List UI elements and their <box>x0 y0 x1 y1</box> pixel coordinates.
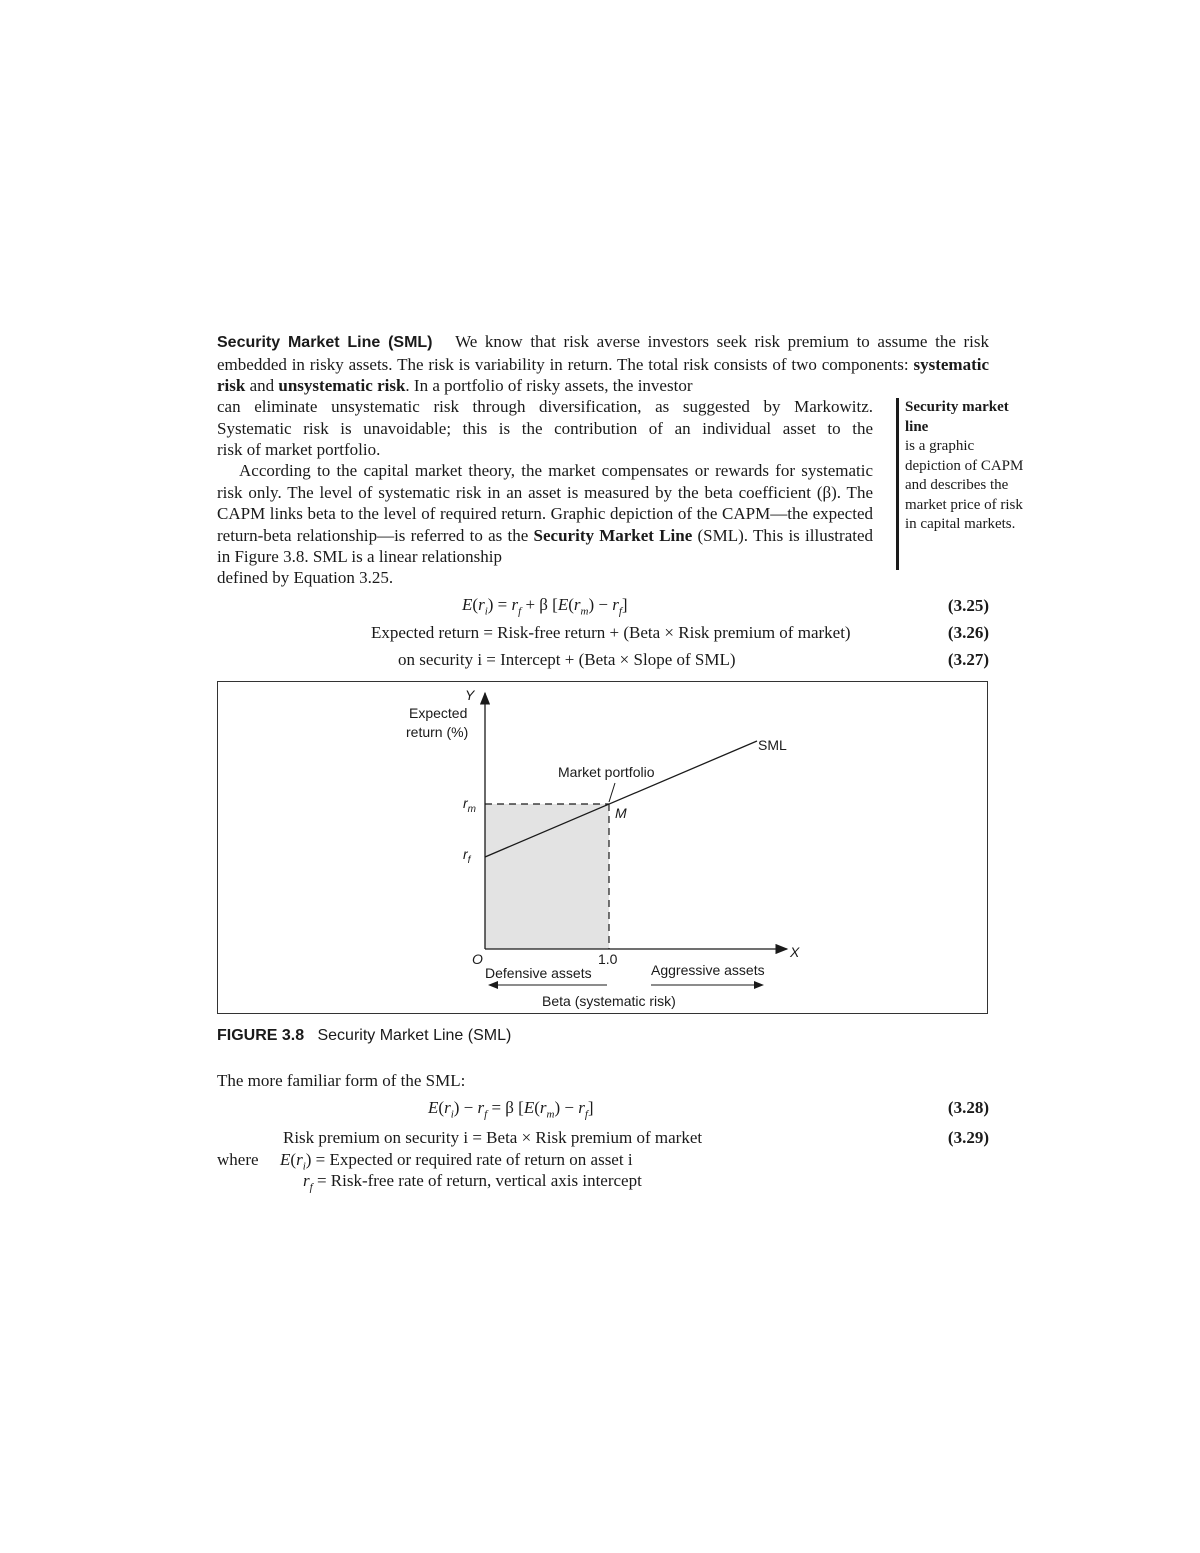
equation-3-27: on security i = Intercept + (Beta × Slope of SML) <box>398 650 736 669</box>
sml-diagram <box>217 681 988 1014</box>
eq-number-3-25: (3.25) <box>947 596 989 615</box>
equation-3-28: $E(r_i) - r_f = \beta$ $[E(r_m) - r_f]$ <box>428 1098 594 1121</box>
eq-number-3-26: (3.26) <box>947 623 989 642</box>
margin-note <box>896 398 1033 570</box>
p1-and: and <box>245 376 279 395</box>
p1-line4: can eliminate unsystematic risk through diversification, as suggested by Markowitz. <box>217 397 873 416</box>
defensive-assets-label: Defensive assets <box>485 965 592 981</box>
paragraph-1-cont <box>217 396 873 461</box>
where-label: where <box>217 1150 259 1169</box>
paragraph-2 <box>217 460 873 568</box>
term-systematic-risk: systematic risk <box>217 354 989 395</box>
margin-term: Security market line <box>905 399 1009 435</box>
origin-label: O <box>472 951 483 967</box>
term-sml: Security Market Line <box>533 525 693 545</box>
rf-label: $r_f$ <box>463 846 471 866</box>
y-axis-label-line2: return (%) <box>406 724 469 740</box>
sml-line <box>485 741 757 857</box>
market-portfolio-pointer <box>609 783 615 802</box>
section-heading: Security Market Line (SML) <box>217 334 433 351</box>
paragraph-1 <box>217 331 989 397</box>
margin-definition: is a graphic depiction of CAPM and describes the market price of risk in capital markets. <box>905 438 1024 532</box>
figure-caption <box>217 1027 511 1045</box>
eq-number-3-28: (3.28) <box>947 1098 989 1117</box>
p2-text-b: (SML). This is illustrated in Figure 3.8. SML is a linear relationship <box>217 525 874 566</box>
beta-tick-label: 1.0 <box>598 951 618 967</box>
x-axis-label: Beta (systematic risk) <box>542 993 676 1009</box>
p2-last-line: defined by Equation 3.25. <box>217 568 394 587</box>
definition-expected-return-text: = Expected or required rate of return on asset i <box>315 1150 633 1169</box>
p1-rest: . In a portfolio of risky assets, the investor <box>405 376 693 395</box>
figure-caption-text: Security Market Line (SML) <box>317 1027 512 1044</box>
rm-label: $r_m$ <box>463 795 477 815</box>
p1-line5: Systematic risk is unavoidable; this is the contribution of an individual asset to the <box>217 418 873 438</box>
shaded-region <box>485 804 609 949</box>
x-axis-letter: X <box>790 944 800 960</box>
equation-3-29: Risk premium on security i = Beta × Risk premium of market <box>283 1128 703 1147</box>
p2-text: According to the capital market theory, the market compensates or rewards for systematic risk only. The level of systematic risk in an asset is measured by the beta coefficient (β). The CAPM links beta to the level of required return. Graphic depiction of the CAPM—the expected return-beta relationship—is referred to as the <box>217 461 873 545</box>
term-unsystematic-risk: unsystematic risk <box>278 376 406 395</box>
definition-risk-free-text: = Risk-free rate of return, vertical axis intercept <box>316 1171 642 1190</box>
figure-label: FIGURE 3.8 <box>217 1027 305 1044</box>
definition-expected-return: $E(r_i)$ = Expected or required rate of return on asset i <box>280 1150 633 1173</box>
market-portfolio-label: Market portfolio <box>558 764 655 780</box>
p1-line6: risk of market portfolio. <box>217 440 381 459</box>
y-axis-label-line1: Expected <box>409 705 468 721</box>
equation-3-25: $E(r_i) = r_f + \beta$ $[E(r_m) - r_f]$ <box>462 595 628 618</box>
definition-risk-free: $r_f$ = Risk-free rate of return, vertical axis intercept <box>303 1171 642 1194</box>
intro-3-28: The more familiar form of the SML: <box>217 1071 466 1090</box>
aggressive-assets-label: Aggressive assets <box>651 962 765 978</box>
p1-intro: We know that risk averse investors seek risk premium to assume the risk embedded in risky assets. The risk is variability in return. The total risk consists of two components: <box>217 332 989 374</box>
sml-label: SML <box>758 737 787 753</box>
eq-number-3-27: (3.27) <box>947 650 989 669</box>
eq-number-3-29: (3.29) <box>947 1128 989 1147</box>
market-point-label: M <box>615 805 627 821</box>
y-axis-letter: Y <box>465 687 475 703</box>
equation-3-26: Expected return = Risk-free return + (Beta × Risk premium of market) <box>371 623 851 642</box>
